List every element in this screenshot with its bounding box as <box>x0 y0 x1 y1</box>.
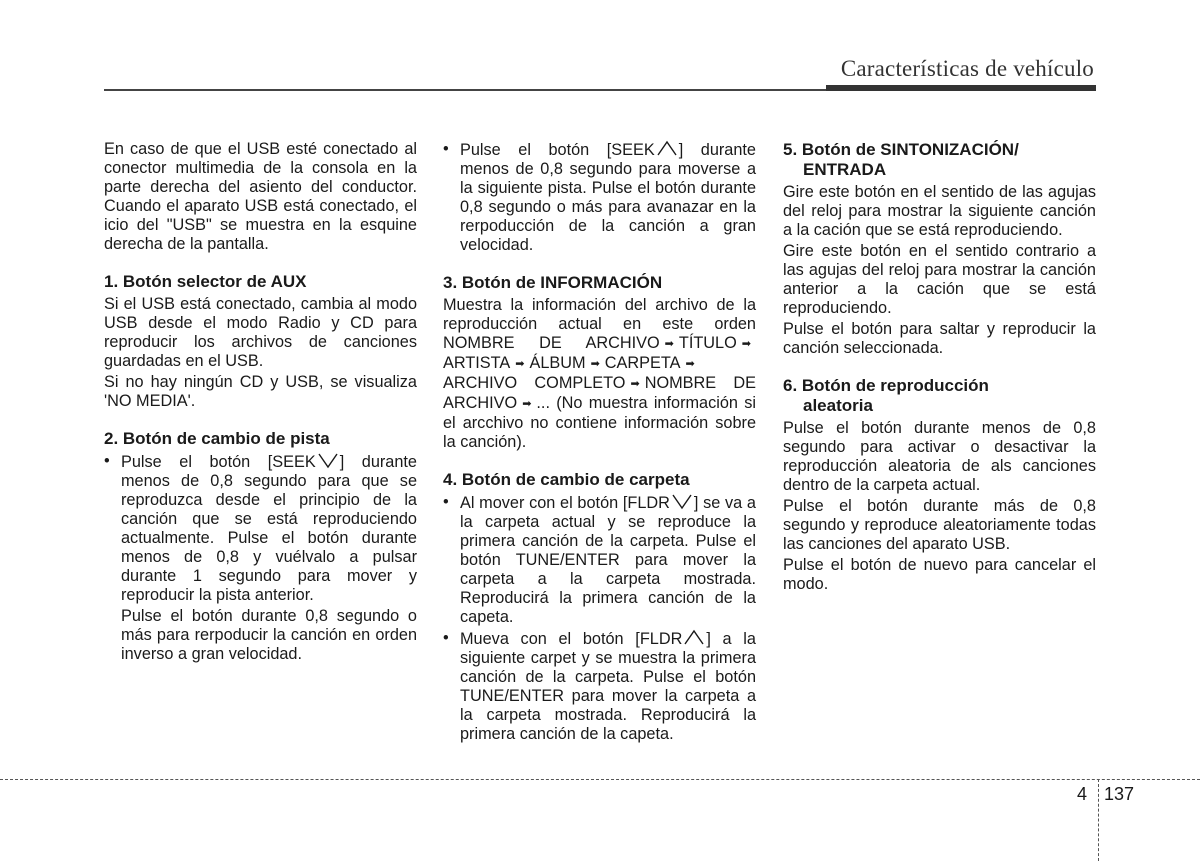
heading-folder-change: 4. Botón de cambio de carpeta <box>443 470 690 489</box>
random-all-paragraph: Pulse el botón durante más de 0,8 segundo y reproduce aleatoriamente todas las canciones del aparato USB. <box>783 497 1096 553</box>
arrow-right-icon: ➡ <box>741 338 751 350</box>
heading-track-change: 2. Botón de cambio de pista <box>104 429 330 448</box>
heading-random-play-line2: aleatoria <box>803 396 873 415</box>
heading-tune-enter-line2: ENTRADA <box>803 160 887 179</box>
random-folder-paragraph: Pulse el botón durante menos de 0,8 segundo para activar o desactivar la reproducción aleatoria de als canciones dentro de la carpeta actual. <box>783 419 1096 494</box>
column-left <box>104 140 417 666</box>
fldr-up-text-post: ] a la siguiente carpet y se muestra la primera canción de la carpeta. Pulse el botón TUNE/ENTER para mover la carpeta a la carpeta mostrada. Reproducirá la primera canción de la capeta. <box>460 630 756 743</box>
seek-down-subparagraph: Pulse el botón durante 0,8 segundo o más para rerpoducir la canción en orden inverso a gran velocidad. <box>121 607 417 663</box>
heading-random-play-line1: 6. Botón de reproducción <box>783 376 989 395</box>
arrow-right-icon: ➡ <box>515 358 525 370</box>
tune-clockwise-paragraph: Gire este botón en el sentido de las agujas del reloj para mostrar la siguiente canción a la cación que se está reproduciendo. <box>783 183 1096 239</box>
fldr-up-text-pre: Mueva con el botón [FLDR <box>460 630 683 648</box>
info-text-pre: Muestra la información del archivo de la reproducción actual en este orden <box>443 296 756 333</box>
bullet-dot: • <box>443 629 449 647</box>
chevron-down-icon <box>671 493 693 510</box>
header-rule-bar <box>826 85 1096 91</box>
column-middle <box>443 140 756 746</box>
seek-down-text-pre: Pulse el botón [SEEK <box>121 453 316 471</box>
info-order-1: NOMBRE DE ARCHIVO <box>443 334 660 352</box>
info-text-post: (No muestra información si el arcchivo no contiene información sobre la canción). <box>443 394 756 451</box>
fldr-down-text-post: ] se va a la carpeta actual y se reproduce la primera canción de la carpeta. Pulse el botón TUNE/ENTER para mover la carpeta a la carpeta mostrada. Reproducirá la primera canción de la capeta. <box>460 494 756 626</box>
info-order-3: ARTISTA <box>443 354 511 372</box>
seek-up-text-pre: Pulse el botón [SEEK <box>460 141 655 159</box>
footer-dashed-rule <box>0 779 1200 780</box>
seek-down-text-post: ] durante menos de 0,8 segundo para que se reproduzca desde el principio de la canción que se está reproduciendo actualmente. Pulse el botón durante menos de 0,8 y vuélvalo a pulsar durante 1 segundo para mover y reproducir la pista anterior. <box>121 453 417 604</box>
arrow-right-icon: ➡ <box>522 398 532 410</box>
footer-dashed-divider <box>1098 779 1099 861</box>
info-order-5: CARPETA <box>604 354 681 372</box>
arrow-right-icon: ➡ <box>590 358 600 370</box>
chevron-up-icon <box>656 140 678 157</box>
arrow-right-icon: ➡ <box>630 378 640 390</box>
aux-paragraph: Si el USB está conectado, cambia al modo USB desde el modo Radio y CD para reproducir los archivos de canciones guardadas en el USB. <box>104 295 417 370</box>
header-rule <box>104 89 826 91</box>
info-order-2: TÍTULO <box>678 334 737 352</box>
chevron-down-icon <box>317 452 339 469</box>
no-media-paragraph: Si no hay ningún CD y USB, se visualiza 'NO MEDIA'. <box>104 373 417 410</box>
info-order-7: NOMBRE DE ARCHIVO <box>443 374 757 412</box>
page-number: 137 <box>1104 784 1135 804</box>
fldr-down-text-pre: Al mover con el botón [FLDR <box>460 494 670 512</box>
tune-counterclockwise-paragraph: Gire este botón en el sentido contrario a las agujas del reloj para mostrar la canción anterior a la cación que se está reproduciendo. <box>783 242 1096 317</box>
heading-tune-enter <box>783 140 1096 180</box>
bullet-dot: • <box>443 140 449 158</box>
tune-press-paragraph: Pulse el botón para saltar y reproducir la canción seleccionada. <box>783 320 1096 357</box>
heading-information: 3. Botón de INFORMACIÓN <box>443 273 663 292</box>
bullet-dot: • <box>443 493 449 511</box>
heading-tune-enter-line1: 5. Botón de SINTONIZACIÓN/ <box>783 140 1019 159</box>
bullet-seek-down <box>104 452 417 605</box>
info-order-6: ARCHIVO COMPLETO <box>443 374 626 392</box>
bullet-dot: • <box>104 452 110 470</box>
bullet-fldr-up <box>443 629 756 744</box>
bullet-fldr-down <box>443 493 756 627</box>
info-order-4: ÁLBUM <box>529 354 586 372</box>
arrow-right-icon: ➡ <box>664 338 674 350</box>
heading-random-play <box>783 376 1096 416</box>
intro-paragraph: En caso de que el USB esté conectado al conector multimedia de la consola en la parte derecha del asiento del conductor. Cuando el aparato USB está conectado, el icio del "USB" se muestra en la esquine derecha de la pantalla. <box>104 140 417 253</box>
heading-aux-button: 1. Botón selector de AUX <box>104 272 307 291</box>
chevron-up-icon <box>683 629 705 646</box>
info-paragraph <box>443 296 756 452</box>
arrow-right-icon: ➡ <box>685 358 695 370</box>
seek-up-text-post: ] durante menos de 0,8 segundo para moverse a la siguiente pista. Pulse el botón durante 0,8 segundo o más para avanazar en la rerpoducción de la canción a gran velocidad. <box>460 141 756 254</box>
running-header: Características de vehículo <box>840 56 1094 81</box>
column-right <box>783 140 1096 596</box>
bullet-seek-up <box>443 140 756 255</box>
section-number: 4 <box>1077 784 1088 804</box>
info-order-8: ... <box>536 394 550 412</box>
random-cancel-paragraph: Pulse el botón de nuevo para cancelar el modo. <box>783 556 1096 593</box>
